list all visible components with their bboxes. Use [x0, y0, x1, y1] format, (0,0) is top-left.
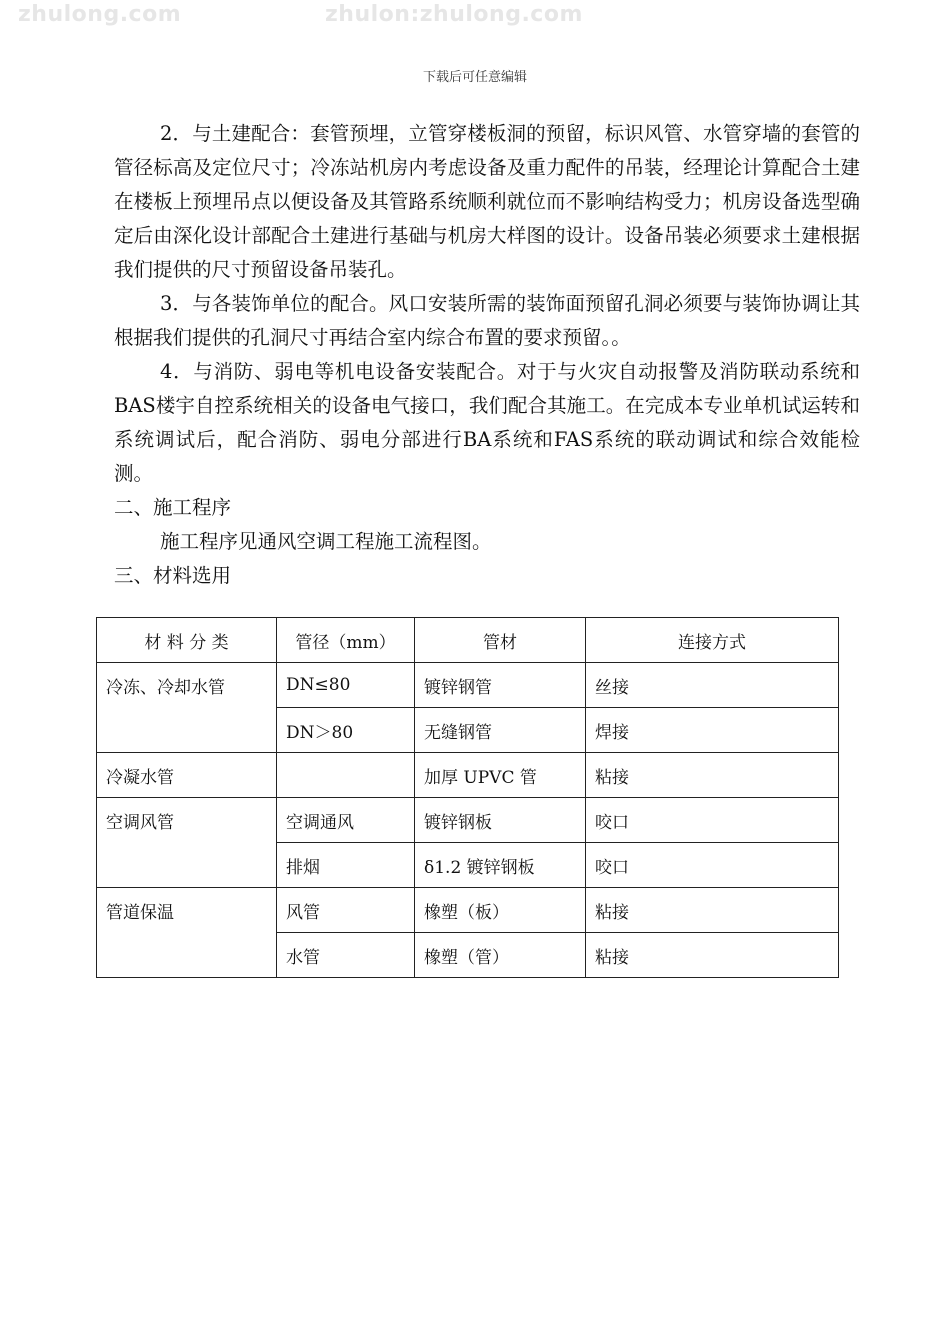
diameter-cell: 风管 [277, 888, 415, 933]
table-row [97, 888, 839, 933]
joint-cell: 粘接 [586, 753, 839, 798]
joint-cell: 丝接 [586, 663, 839, 708]
joint-cell: 粘接 [586, 888, 839, 933]
section-heading-materials: 三、材料选用 [114, 564, 232, 587]
joint-cell: 粘接 [586, 933, 839, 978]
material-cell: 橡塑（板） [415, 888, 586, 933]
joint-cell: 焊接 [586, 708, 839, 753]
page-header: 下载后可任意编辑 [422, 70, 527, 85]
header-diameter: 管径（mm） [277, 618, 415, 663]
material-cell: 橡塑（管） [415, 933, 586, 978]
header-material: 管材 [415, 618, 586, 663]
materials-table [96, 617, 839, 978]
material-cell: 加厚 UPVC 管 [415, 753, 586, 798]
watermark-left: zhulong.com [18, 2, 182, 27]
header-category: 材 料 分 类 [97, 618, 277, 663]
table-row [97, 663, 839, 708]
material-cell: 无缝钢管 [415, 708, 586, 753]
joint-cell: 咬口 [586, 798, 839, 843]
table-row [97, 798, 839, 843]
table-row [97, 753, 839, 798]
diameter-cell: 空调通风 [277, 798, 415, 843]
diameter-cell: DN≤80 [277, 663, 415, 708]
watermark-center: zhulon:zhulong.com [325, 2, 583, 27]
section-heading-procedure: 二、施工程序 [114, 496, 232, 519]
table-header-row [97, 618, 839, 663]
paragraph-civil-coordination: 2．与土建配合：套管预埋，立管穿楼板洞的预留，标识风管、水管穿墙的套管的管径标高及定位尺寸；冷冻站机房内考虑设备及重力配件的吊装，经理论计算配合土建在楼板上预埋吊点以便设备及其管路系统顺利就位而不影响结构受力；机房设备选型确定后由深化设计部配合土建进行基础与机房大样图的设计。设备吊装必须要求土建根据我们提供的尺寸预留设备吊装孔。 [114, 122, 860, 281]
procedure-text: 施工程序见通风空调工程施工流程图。 [160, 530, 492, 553]
category-cell: 冷凝水管 [97, 753, 277, 798]
category-cell: 管道保温 [97, 888, 277, 978]
diameter-cell [277, 753, 415, 798]
diameter-cell: 水管 [277, 933, 415, 978]
material-cell: δ1.2 镀锌钢板 [415, 843, 586, 888]
header-joint: 连接方式 [586, 618, 839, 663]
joint-cell: 咬口 [586, 843, 839, 888]
document-body [114, 117, 860, 593]
category-cell: 冷冻、冷却水管 [97, 663, 277, 753]
material-cell: 镀锌钢管 [415, 663, 586, 708]
diameter-cell: DN＞80 [277, 708, 415, 753]
paragraph-fire-electrical-coordination: 4．与消防、弱电等机电设备安装配合。对于与火灾自动报警及消防联动系统和BAS楼宇自控系统相关的设备电气接口，我们配合其施工。在完成本专业单机试运转和系统调试后，配合消防、弱电分部进行BA系统和FAS系统的联动调试和综合效能检测。 [114, 360, 860, 485]
diameter-cell: 排烟 [277, 843, 415, 888]
paragraph-decoration-coordination: 3．与各装饰单位的配合。风口安装所需的装饰面预留孔洞必须要与装饰协调让其根据我们提供的孔洞尺寸再结合室内综合布置的要求预留。。 [114, 292, 860, 349]
category-cell: 空调风管 [97, 798, 277, 888]
material-cell: 镀锌钢板 [415, 798, 586, 843]
